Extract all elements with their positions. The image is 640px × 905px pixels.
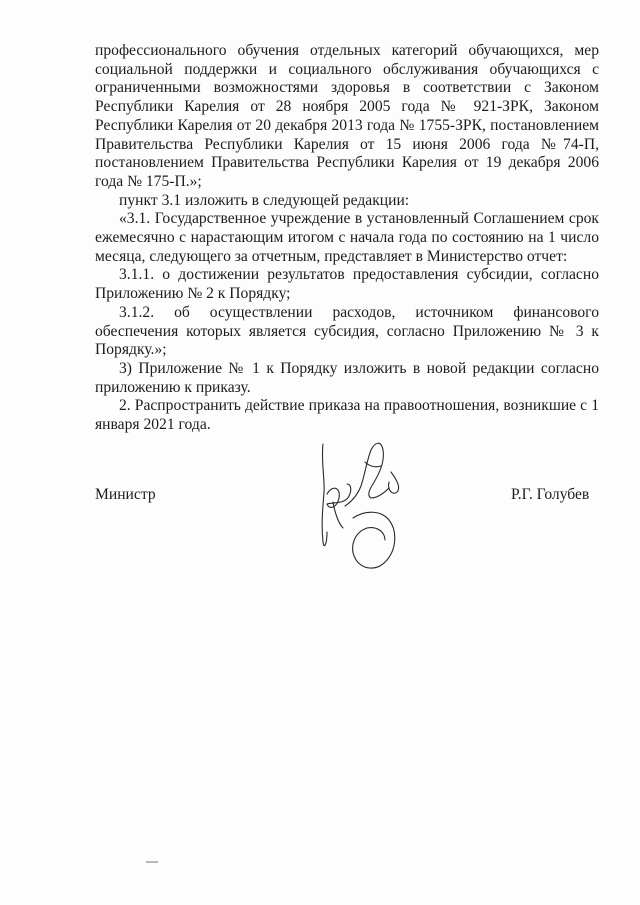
paragraph-clause-3-1-intro: пункт 3.1 изложить в следующей редакции: (119, 191, 410, 209)
signatory-position: Министр (95, 486, 156, 503)
paragraph-clause-3-1: «3.1. Государственное учреждение в установленный Соглашением срок ежемесячно с нарастающим итогом с начала года по состоянию на 1 число месяца, следующего за отчетным, представляет в Министерство отчет: (95, 210, 599, 265)
paragraph-item-3: 3) Приложение № 1 к Порядку изложить в новой редакции согласно приложению к приказу. (95, 359, 599, 396)
paragraph-clause-3-1-1: 3.1.1. о достижении результатов предоставления субсидии, согласно Приложению № 2 к Порядку; (95, 266, 599, 303)
handwritten-signature (305, 432, 415, 592)
paragraph-clause-3-1-2: 3.1.2. об осуществлении расходов, источником финансового обеспечения которых является субсидия, согласно Приложению № 3 к Порядку.»; (95, 303, 599, 359)
scan-mark (146, 861, 158, 863)
signatory-name: Р.Г. Голубев (511, 486, 590, 503)
document-body (95, 42, 599, 435)
paragraph-continuation: профессионального обучения отдельных категорий обучающихся, мер социальной поддержки и социального обслуживания обучающихся с ограниченными возможностями здоровья в соответствии с Законом Республики Карелия от 28 ноября 2005 года № 921-ЗРК, Законом Республики Карелия от 20 декабря 2013 года № 1755-ЗРК, постановлением Правительства Республики Карелия от 15 июня 2006 года №74-П, постановлением Правительства Республики Карелия от 19 декабря 2006 года № 175-П.»; (95, 42, 599, 190)
paragraph-item-2: 2. Распространить действие приказа на правоотношения, возникшие с 1 января 2021 года. (95, 397, 599, 434)
